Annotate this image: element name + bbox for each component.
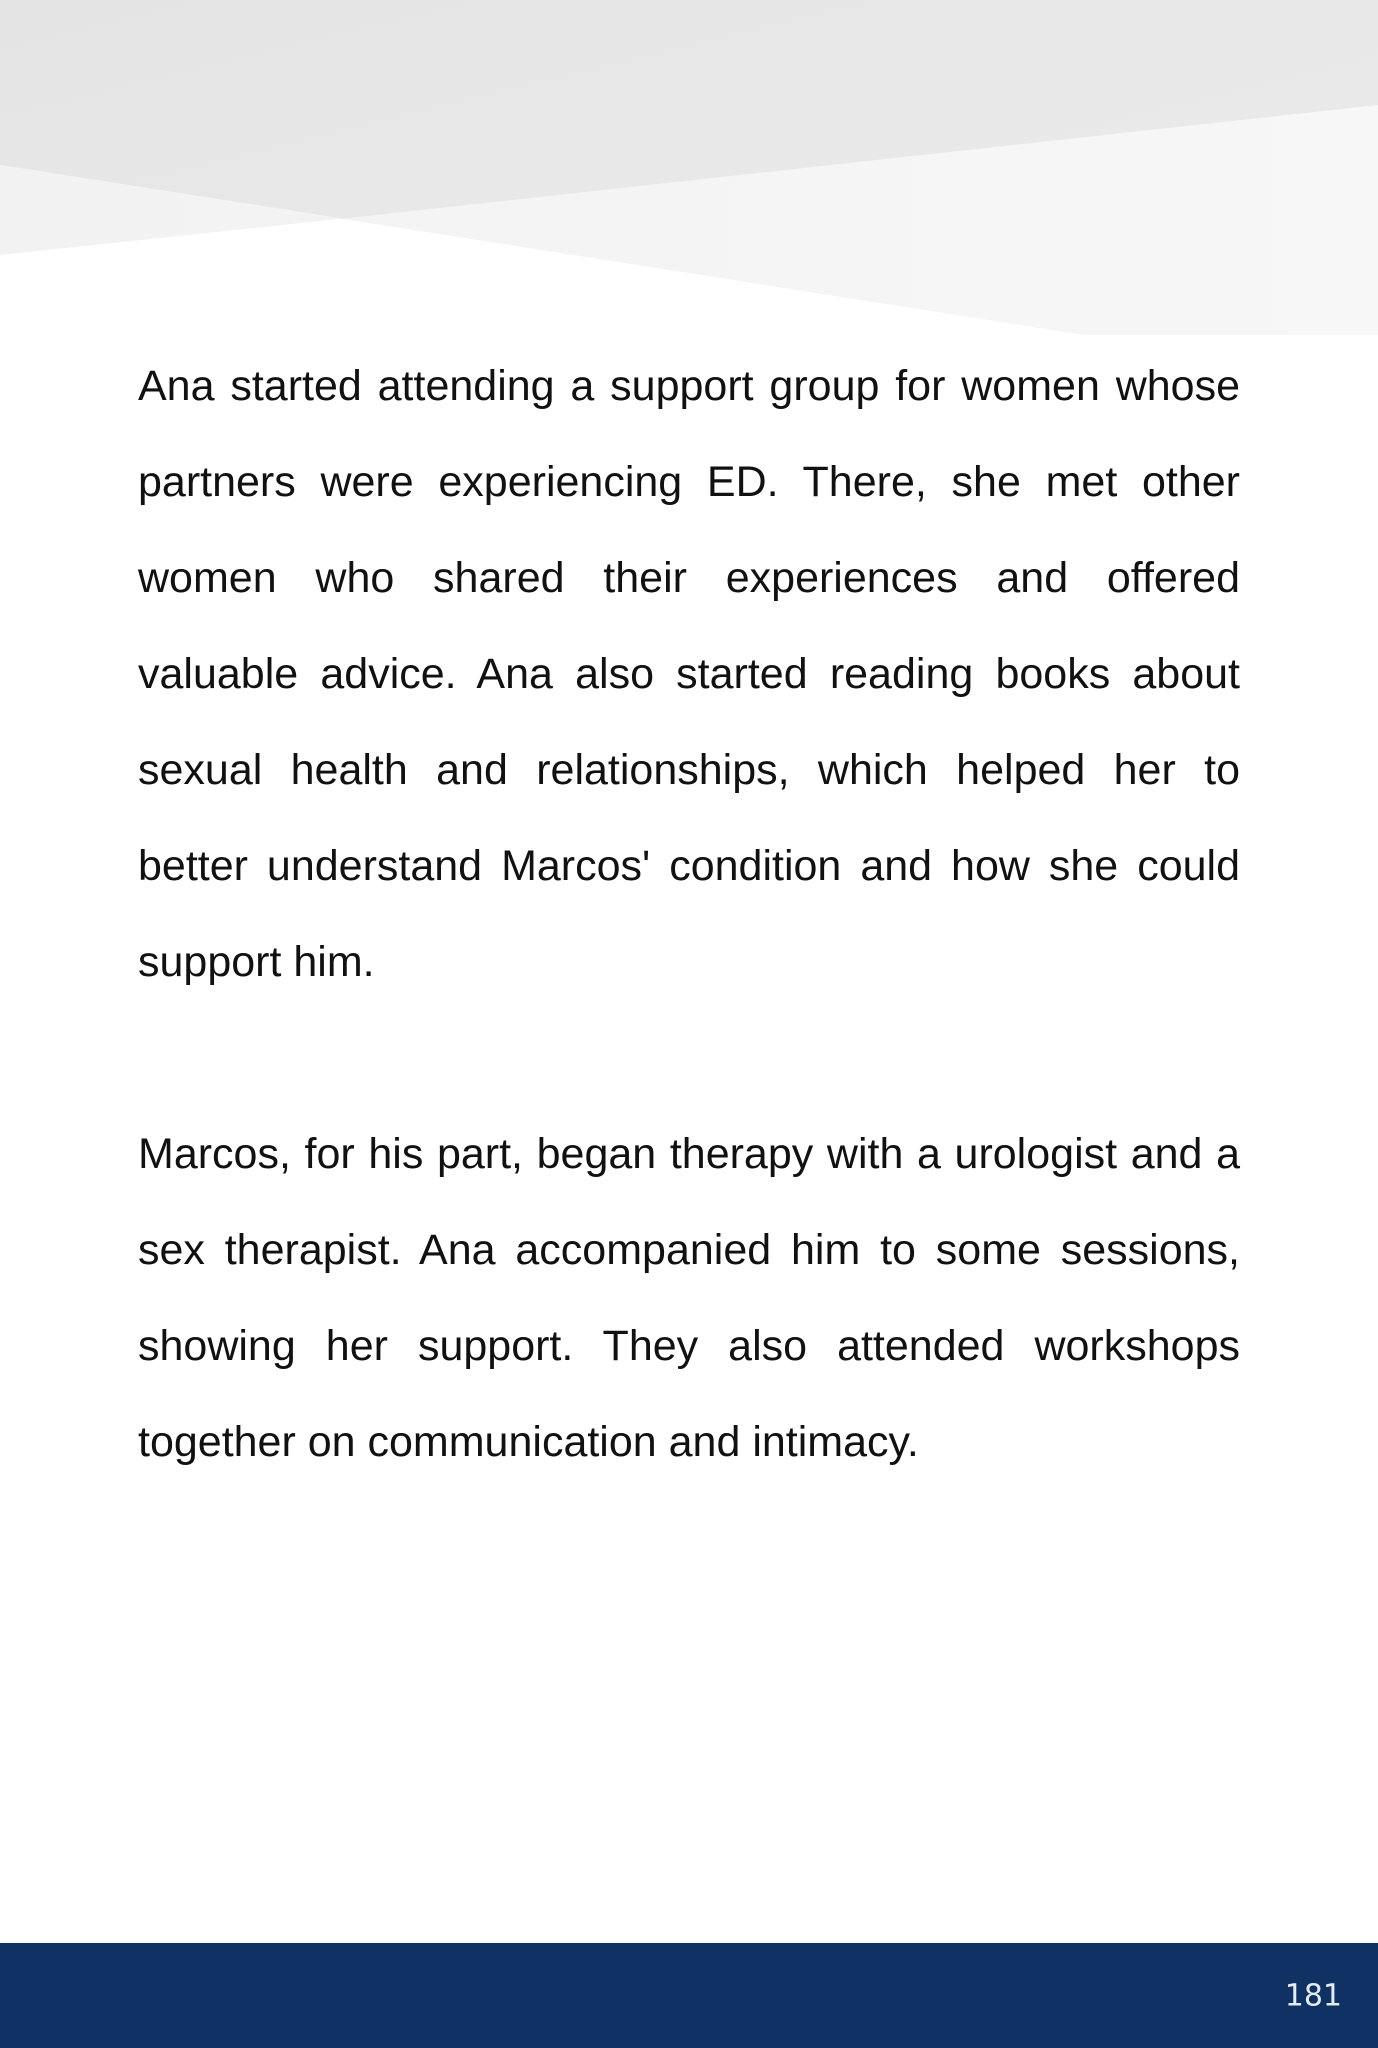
paragraph: Marcos, for his part, began therapy with a urologist and a sex therapist. Ana accompanied him to some sessions, showing her support. They also attended workshops together on communication and intimacy. [138, 1130, 1240, 1466]
page-number: 181 [1284, 1978, 1342, 2013]
footer-bar [0, 1943, 1378, 2048]
paragraph: Ana started attending a support group for women whose partners were experiencing ED. There, she met other women who shared their experiences and offered valuable advice. Ana also started reading books about sexual health and relationships, which helped her to better understand Marcos' condition and how she could support him. [138, 362, 1240, 986]
header-decoration [0, 0, 1378, 340]
page-body [138, 338, 1240, 1490]
